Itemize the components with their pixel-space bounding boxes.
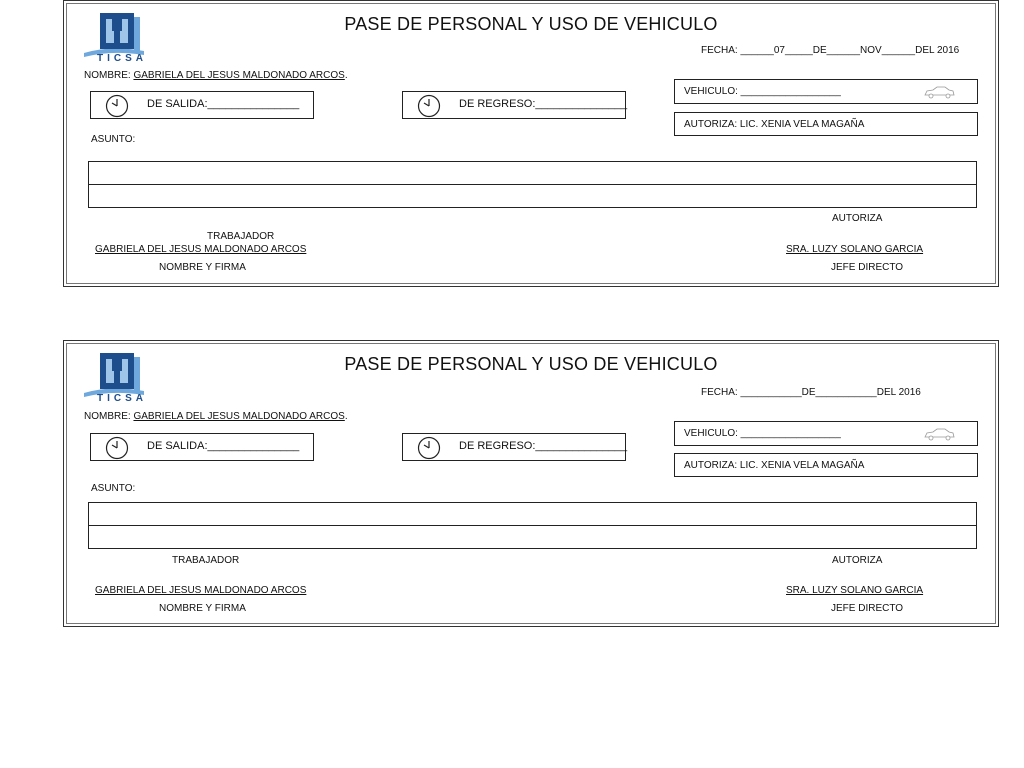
company-name: TICSA <box>97 393 147 404</box>
form-title: PASE DE PERSONAL Y USO DE VEHICULO <box>344 354 718 374</box>
clock-icon <box>105 436 129 460</box>
supervisor-label: JEFE DIRECTO <box>831 603 904 614</box>
subject-line-1[interactable] <box>88 161 977 185</box>
date-line: FECHA: ___________DE___________DEL 2016 <box>701 387 921 398</box>
clock-icon <box>105 94 129 118</box>
worker-label: TRABAJADOR <box>172 555 240 566</box>
authorizer-box <box>674 453 978 477</box>
signature-label: NOMBRE Y FIRMA <box>159 262 246 273</box>
subject-label: ASUNTO: <box>91 134 136 145</box>
clock-icon <box>417 94 441 118</box>
authorize-label: AUTORIZA <box>832 555 883 566</box>
supervisor-name: SRA. LUZY SOLANO GARCIA <box>786 585 924 596</box>
name-value: GABRIELA DEL JESUS MALDONADO ARCOS <box>133 70 345 81</box>
subject-line-1[interactable] <box>88 502 977 526</box>
date-year: DEL 2016 <box>876 387 921 398</box>
name-line: NOMBRE: GABRIELA DEL JESUS MALDONADO ARCOS. <box>84 70 348 81</box>
worker-label: TRABAJADOR <box>207 231 275 242</box>
date-day: 07 <box>773 45 785 56</box>
vehicle-label: VEHICULO: __________________ <box>684 86 841 97</box>
vehicle-label: VEHICULO: __________________ <box>684 428 841 439</box>
supervisor-label: JEFE DIRECTO <box>831 262 904 273</box>
name-value: GABRIELA DEL JESUS MALDONADO ARCOS <box>133 411 345 422</box>
subject-line-2[interactable] <box>88 184 977 208</box>
car-icon <box>923 427 955 441</box>
subject-line-2[interactable] <box>88 525 977 549</box>
supervisor-name: SRA. LUZY SOLANO GARCIA <box>786 244 924 255</box>
authorizer-label: AUTORIZA: LIC. XENIA VELA MAGAÑA <box>684 119 865 130</box>
signature-label: NOMBRE Y FIRMA <box>159 603 246 614</box>
vehicle-box[interactable] <box>674 421 978 446</box>
worker-name: GABRIELA DEL JESUS MALDONADO ARCOS <box>95 585 307 596</box>
return-box[interactable] <box>402 91 626 119</box>
return-box[interactable] <box>402 433 626 461</box>
return-label: DE REGRESO:_______________ <box>459 440 628 452</box>
car-icon <box>923 85 955 99</box>
return-label: DE REGRESO:_______________ <box>459 98 628 110</box>
date-year: DEL 2016 <box>915 45 960 56</box>
name-label: NOMBRE: <box>84 411 131 422</box>
date-month: NOV <box>860 45 882 56</box>
departure-box[interactable] <box>90 433 314 461</box>
subject-label: ASUNTO: <box>91 483 136 494</box>
company-name: TICSA <box>97 53 147 64</box>
form-title: PASE DE PERSONAL Y USO DE VEHICULO <box>344 14 718 34</box>
date-line: FECHA: ______07_____DE______NOV______DEL 2016 <box>701 45 960 56</box>
clock-icon <box>417 436 441 460</box>
departure-label: DE SALIDA:_______________ <box>147 440 300 452</box>
worker-name: GABRIELA DEL JESUS MALDONADO ARCOS <box>95 244 307 255</box>
pass-form-1 <box>63 0 999 287</box>
pass-form-2 <box>63 340 999 627</box>
vehicle-box[interactable] <box>674 79 978 104</box>
authorize-label: AUTORIZA <box>832 213 883 224</box>
authorizer-label: AUTORIZA: LIC. XENIA VELA MAGAÑA <box>684 460 865 471</box>
departure-box[interactable] <box>90 91 314 119</box>
authorizer-box <box>674 112 978 136</box>
name-line: NOMBRE: GABRIELA DEL JESUS MALDONADO ARCOS. <box>84 411 348 422</box>
departure-label: DE SALIDA:_______________ <box>147 98 300 110</box>
name-label: NOMBRE: <box>84 70 131 81</box>
